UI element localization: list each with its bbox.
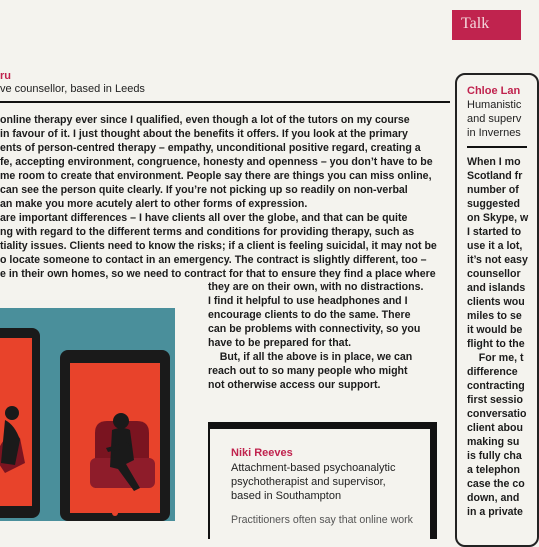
body-line: ents of person-centred therapy – empathy, unconditional positive regard, creating a	[0, 142, 421, 154]
body-line: suggested	[467, 198, 520, 210]
body-line: conversatio	[467, 408, 527, 420]
role-line: in Invernes	[467, 127, 521, 139]
body-line: is fully cha	[467, 450, 522, 462]
body-line: making su	[467, 436, 520, 448]
body-line: a telephon	[467, 464, 520, 476]
article-continuation	[208, 280, 440, 392]
header-divider	[0, 101, 450, 103]
body-line: counsellor	[467, 268, 521, 280]
body-line: not otherwise access our support.	[208, 379, 381, 391]
body-line: they are on their own, with no distractions.	[208, 281, 424, 293]
body-line: are important differences – I have clients all over the globe, and that can be quite	[0, 212, 408, 224]
body-line: case the co	[467, 478, 525, 490]
body-line: in favour of it. I just thought about the benefits it offers. If you look at the primary	[0, 128, 408, 140]
body-line: online therapy ever since I qualified, even though a lot of the tutors on my course	[0, 114, 410, 126]
therapy-tablet-illustration	[0, 308, 175, 521]
body-line: on Skype, w	[467, 212, 529, 224]
body-line: miles to se	[467, 310, 522, 322]
body-line: Scotland fr	[467, 170, 523, 182]
role-line: and superv	[467, 113, 522, 125]
sidebar-divider	[467, 146, 527, 148]
sidebar-body	[467, 155, 528, 519]
body-line: tiality issues. Clients need to know the risks; if a client is feeling suicidal, it may not be	[0, 240, 437, 252]
role-line: based in Southampton	[231, 490, 342, 502]
section-tab-label: Talk	[461, 15, 490, 32]
body-line: can be problems with connectivity, so you	[208, 323, 421, 335]
body-line: When I mo	[467, 156, 521, 168]
sidebar-author-name: Chloe Lan	[467, 85, 521, 97]
body-line: reach out to so many people who might	[208, 365, 408, 377]
body-line: clients wou	[467, 296, 525, 308]
inset-body-start: Practitioners often say that online work	[231, 514, 413, 526]
body-line: down, and	[467, 492, 520, 504]
body-line: flight to the	[467, 338, 525, 350]
body-line: me room to create that environment. People say there are things you can miss online,	[0, 170, 432, 182]
body-line: ng with regard to the different terms and conditions for providing therapy, such as	[0, 226, 415, 238]
body-line: client abou	[467, 422, 523, 434]
body-line: I find it helpful to use headphones and I	[208, 295, 408, 307]
role-line: Attachment-based psychoanalytic	[231, 462, 396, 474]
author-role: ve counsellor, based in Leeds	[0, 83, 145, 95]
sidebar-author-role	[467, 98, 521, 140]
body-line: first sessio	[467, 394, 523, 406]
body-line: in a private	[467, 506, 523, 518]
body-line: it would be	[467, 324, 523, 336]
body-line: can see the person quite clearly. If you’re not picking up so readily on non-verbal	[0, 184, 408, 196]
body-line: it’s not easy	[467, 254, 528, 266]
author-name: ru	[0, 70, 11, 82]
body-line: o locate someone to contact in an emergency. The contract is slightly different, too –	[0, 254, 427, 266]
body-line: and islands	[467, 282, 526, 294]
body-line: But, if all the above is in place, we can	[208, 351, 413, 363]
body-line: an make you more acutely alert to other forms of expression.	[0, 198, 308, 210]
body-line: contracting	[467, 380, 525, 392]
inset-author-role	[231, 461, 395, 503]
body-line: difference	[467, 366, 518, 378]
article-body	[0, 113, 440, 281]
body-line: use it a lot,	[467, 240, 523, 252]
body-line: encourage clients to do the same. There	[208, 309, 411, 321]
role-line: psychotherapist and supervisor,	[231, 476, 386, 488]
role-line: Humanistic	[467, 99, 522, 111]
inset-author-name: Niki Reeves	[231, 447, 293, 459]
section-tab	[452, 10, 521, 40]
body-line: have to be prepared for that.	[208, 337, 352, 349]
body-line: For me, t	[467, 352, 524, 364]
body-line: number of	[467, 184, 519, 196]
body-line: e in their own homes, so we need to contract for that to ensure they find a place where	[0, 268, 436, 280]
body-line: fe, accepting environment, congruence, honesty and openness – you don’t have to be	[0, 156, 433, 168]
body-line: I started to	[467, 226, 522, 238]
